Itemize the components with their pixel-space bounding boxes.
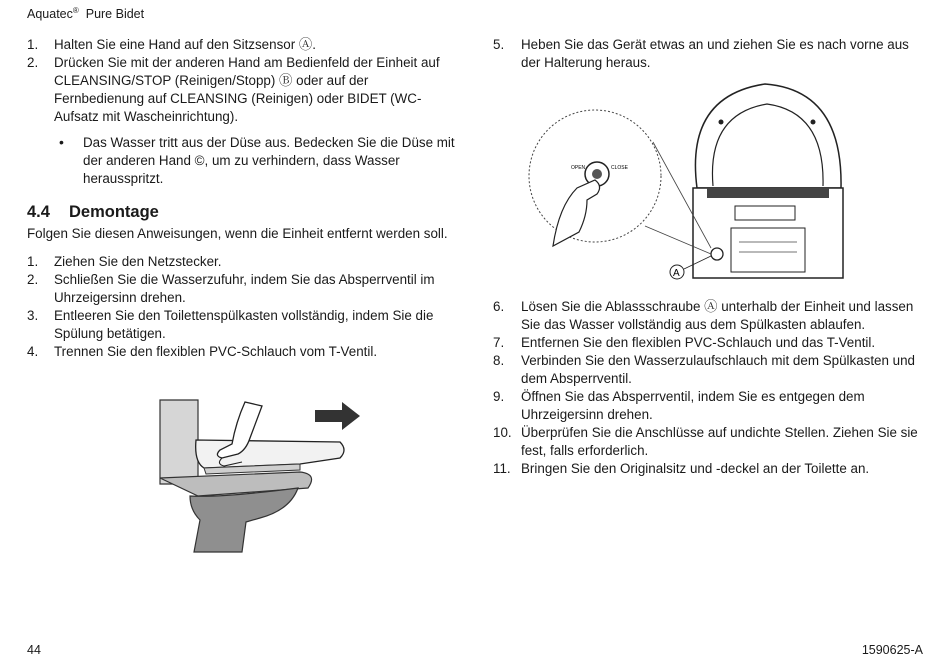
drain-screw [711,248,723,260]
demontage-steps-list [27,253,457,361]
step-text: Entfernen Sie den flexiblen PVC-Schlauch und das T-Ventil. [521,335,876,350]
list-item [493,334,923,352]
step-number: 10. [493,425,512,440]
toilet-removal-illustration [150,392,370,560]
step-text: Halten Sie eine Hand auf den Sitzsensor Ⓐ. [54,37,317,52]
step-number: 5. [493,37,505,52]
registered-mark: ® [72,5,79,15]
step-text: Drücken Sie mit der anderen Hand am Bedienfeld der Einheit auf CLEANSING/STOP (Reinigen/Stopp) Ⓑ oder auf der Fernbedienung auf CLEANSING (Reinigen) oder BIDET (WC-Aufsatz mit Wascheinrichtung). [54,55,440,124]
step-text: Schließen Sie die Wasserzufuhr, indem Sie das Absperrventil im Uhrzeigersinn drehen. [54,272,435,305]
list-item [493,388,923,424]
step-number: 3. [27,308,39,323]
step-text: Öffnen Sie das Absperrventil, indem Sie es entgegen dem Uhrzeigersinn drehen. [521,389,865,422]
section-title: Demontage [69,203,159,221]
list-item [493,36,923,72]
brand-name: Aquatec [27,7,73,21]
step-number: 4. [27,344,39,359]
section-heading [27,202,457,222]
section-intro: Folgen Sie diesen Anweisungen, wenn die Einheit entfernt werden soll. [27,226,448,241]
list-item [493,460,923,478]
step-number: 1. [27,254,39,269]
usage-steps-list [27,36,457,126]
step-number: 7. [493,335,505,350]
removal-steps-list-top [493,36,923,72]
step-number: 2. [27,55,39,70]
right-column-bottom [493,298,923,478]
seat-outline [695,84,841,188]
removal-steps-list-bottom [493,298,923,478]
left-column [27,36,457,361]
step-text: Bringen Sie den Originalsitz und -deckel an der Toilette an. [521,461,870,476]
step-number: 9. [493,389,505,404]
step-number: 1. [27,37,39,52]
list-item [27,343,457,361]
product-name: Pure Bidet [85,7,145,21]
close-label: CLOSE [611,165,628,171]
step-text: Verbinden Sie den Wasserzulaufschlauch mit dem Spülkasten und dem Absperrventil. [521,353,916,386]
step-text: Ziehen Sie den Netzstecker. [54,254,222,269]
step-text: Heben Sie das Gerät etwas an und ziehen Sie es nach vorne aus der Halterung heraus. [521,37,909,70]
step-number: 8. [493,353,505,368]
list-item [27,253,457,271]
drain-screw-illustration [525,76,850,288]
page-number: 44 [27,643,41,657]
bullet-note [27,134,457,188]
bowl-body [190,488,298,552]
open-label: OPEN [571,165,586,171]
tank-shape [160,400,198,484]
right-column [493,36,923,72]
step-text: Entleeren Sie den Toilettenspülkasten vollständig, indem Sie die Spülung betätigen. [54,308,434,341]
document-id: 1590625-A [861,643,923,657]
step-text: Lösen Sie die Ablassschraube Ⓐ unterhalb der Einheit und lassen Sie das Wasser vollständig aus dem Spülkasten ablaufen. [521,299,914,332]
bullet-icon: • [59,134,64,150]
list-item [27,271,457,307]
step-number: 11. [493,461,511,476]
list-item [27,36,457,54]
list-item [493,352,923,388]
bullet-text: Das Wasser tritt aus der Düse aus. Bedecken Sie die Düse mit der anderen Hand ©, um zu verhindern, dass Wasser herausspritzt. [83,135,455,186]
running-header [27,5,144,23]
step-number: 2. [27,272,39,287]
arrow-right-icon [315,402,360,430]
step-text: Trennen Sie den flexiblen PVC-Schlauch vom T-Ventil. [54,344,378,359]
step-number: 6. [493,299,505,314]
list-item [493,424,923,460]
list-item [493,298,923,334]
list-item [27,307,457,343]
list-item [27,54,457,126]
step-text: Überprüfen Sie die Anschlüsse auf undichte Stellen. Ziehen Sie sie fest, falls erforderlich. [521,425,918,458]
section-number: 4.4 [27,203,50,221]
callout-label: A [673,268,680,279]
